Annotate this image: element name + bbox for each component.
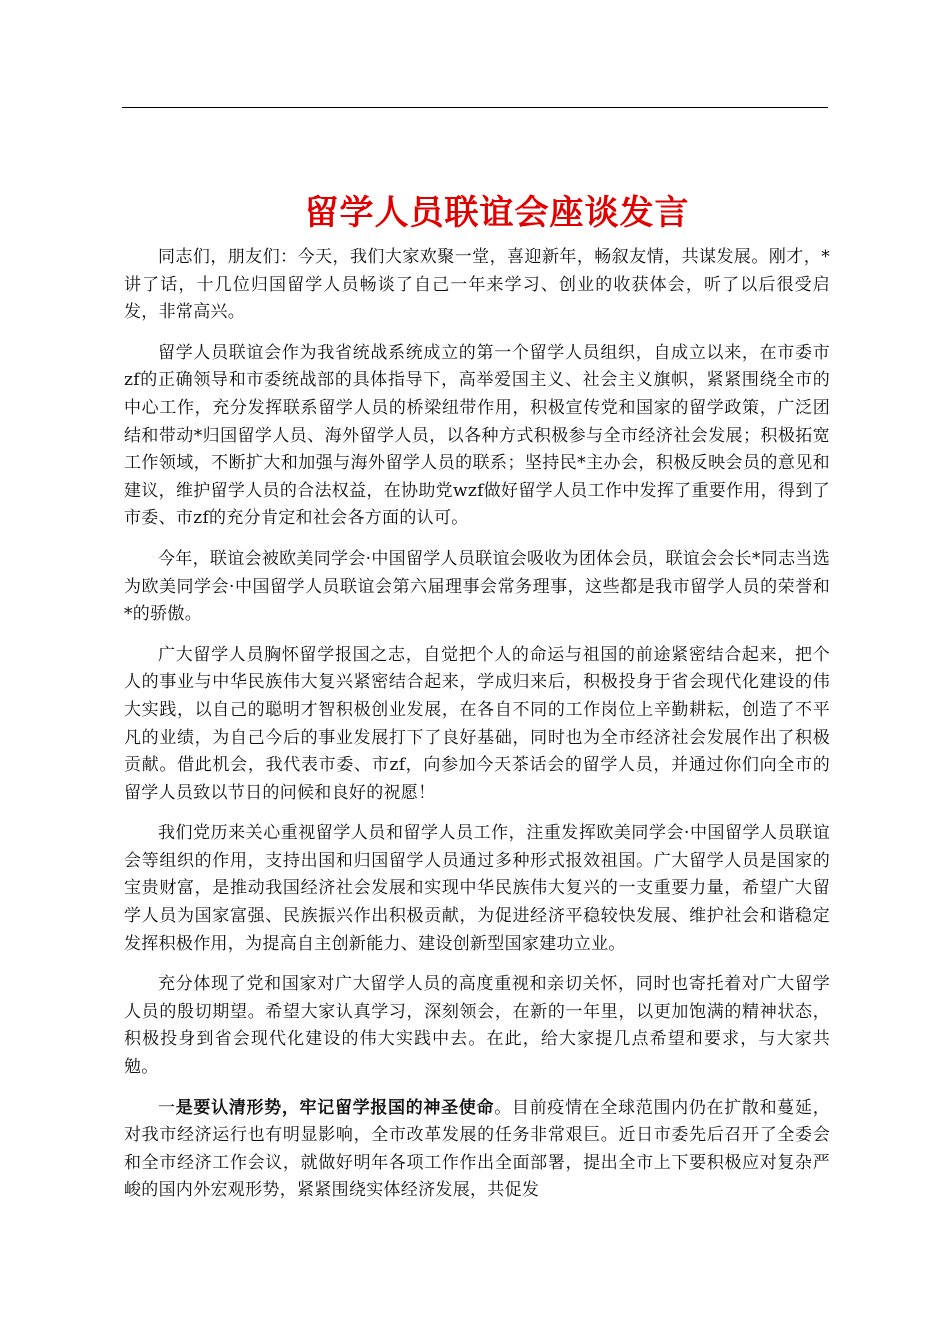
paragraph-3: 今年，联谊会被欧美同学会·中国留学人员联谊会吸收为团体会员，联谊会会长*同志当选为欧美同学会·中国留学人员联谊会第六届理事会常务理事，这些都是我市留学人员的荣誉和*的骄傲。 — [124, 548, 830, 625]
paragraph-6: 充分体现了党和国家对广大留学人员的高度重视和亲切关怀，同时也寄托着对广大留学人员的殷切期望。希望大家认真学习，深刻领会，在新的一年里，以更加饱满的精神状态，积极投身到省会现代化建设的伟大实践中去。在此，给大家提几点希望和要求，与大家共勉。 — [124, 974, 830, 1078]
document-title: 留学人员联谊会座谈发言 — [304, 193, 690, 233]
paragraph-7 — [124, 1095, 830, 1205]
paragraph-2: 留学人员联谊会作为我省统战系统成立的第一个留学人员组织，自成立以来，在市委市zf的正确领导和市委统战部的具体指导下，高举爱国主义、社会主义旗帜，紧紧围绕全市的中心工作，充分发挥联系留学人员的桥梁纽带作用，积极宣传党和国家的留学政策，广泛团结和带动*归国留学人员、海外留学人员，以各种方式积极参与全市经济社会发展；积极拓宽工作领域，不断扩大和加强与海外留学人员的联系；坚持民*主办会，积极反映会员的意见和建议，维护留学人员的合法权益，在协助党wzf做好留学人员工作中发挥了重要作用，得到了市委、市zf的充分肯定和社会各方面的认可。 — [124, 342, 830, 529]
paragraph-1: 同志们，朋友们：今天，我们大家欢聚一堂，喜迎新年，畅叙友情，共谋发展。刚才，*讲了话，十几位归国留学人员畅谈了自己一年来学习、创业的收获体会，听了以后很受启发，非常高兴。 — [124, 247, 830, 323]
paragraph-7-bold-heading: 是要认清形势，牢记留学报国的神圣使命 — [175, 1097, 495, 1118]
paragraph-4: 广大留学人员胸怀留学报国之志，自觉把个人的命运与祖国的前途紧密结合起来，把个人的事业与中华民族伟大复兴紧密结合起来，学成归来后，积极投身于省会现代化建设的伟大实践，以自己的聪明才智积极创业发展，在各自不同的工作岗位上辛勤耕耘，创造了不平凡的业绩，为自己今后的事业发展打下了良好基础，同时也为全市经济社会发展作出了积极贡献。借此机会，我代表市委、市zf，向参加今天茶话会的留学人员，并通过你们向全市的留学人员致以节日的问候和良好的祝愿！ — [124, 644, 830, 803]
paragraph-7-rest: 。目前疫情在全球范围内仍在扩散和蔓延，对我市经济运行也有明显影响，全市改革发展的任务非常艰巨。近日市委先后召开了全委会和全市经济工作会议，就做好明年各项工作作出全面部署，提出全市上下要积极应对复杂严峻的国内外宏观形势，紧紧围绕实体经济发展，共促发 — [124, 1097, 830, 1201]
paragraph-7-lead: 一 — [158, 1097, 176, 1118]
header-rule — [122, 107, 828, 108]
paragraph-5: 我们党历来关心重视留学人员和留学人员工作，注重发挥欧美同学会·中国留学人员联谊会等组织的作用，支持出国和归国留学人员通过多种形式报效祖国。广大留学人员是国家的宝贵财富，是推动我国经济社会发展和实现中华民族伟大复兴的一支重要力量，希望广大留学人员为国家富强、民族振兴作出积极贡献，为促进经济平稳较快发展、维护社会和谐稳定发挥积极作用，为提高自主创新能力、建设创新型国家建功立业。 — [124, 823, 830, 954]
document-body — [124, 244, 830, 1218]
